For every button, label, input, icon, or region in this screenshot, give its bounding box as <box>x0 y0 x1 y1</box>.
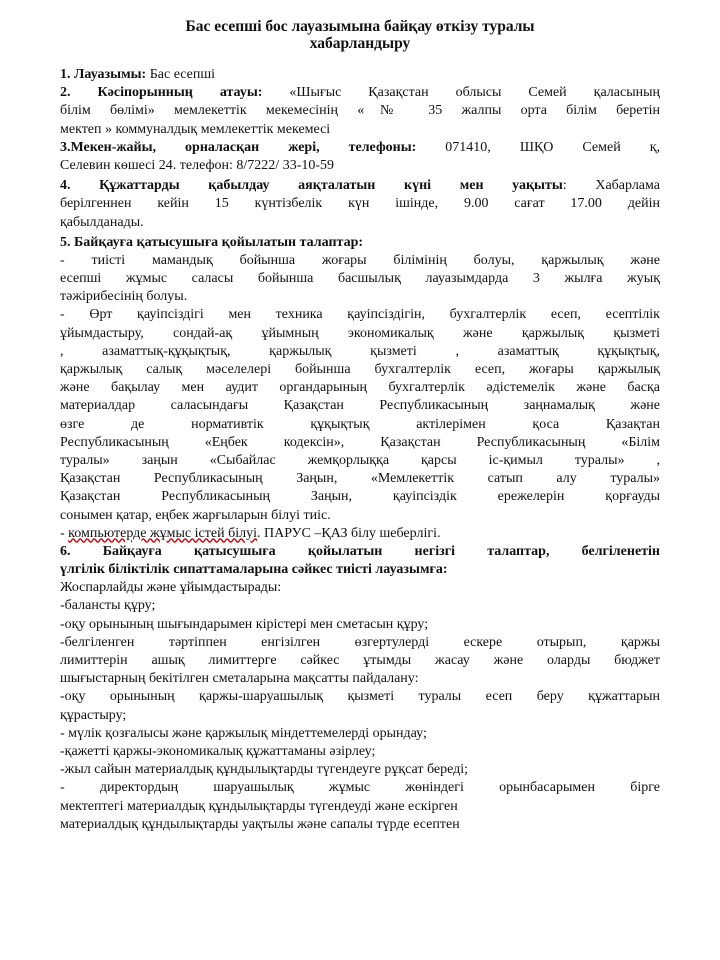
text-line: -оқу орынының қаржы-шаруашылық қызметі туралы есеп беру құжаттарын <box>60 689 660 705</box>
text-line: - директордың шаруашылық жұмыс жөніндегі орынбасарымен бірге <box>60 780 660 796</box>
text-line: мектептегі материалдық құндылықтарды түгендеуді және ескірген <box>60 798 458 814</box>
section-2-line-2: білім бөлімі» мемлекеттік мекемесінің «№ 35 жалпы орта білім беретін <box>60 103 660 119</box>
section-4-line-3: қабылданады. <box>60 214 144 230</box>
section-6-label-line-1: 6. Байқауға қатысушыға қойылатын негізгі талаптар, белгіленетін <box>60 543 660 559</box>
text-line: есепші жұмыс саласы бойынша басшылық лауазымдарда 3 жылға жуық <box>60 271 660 287</box>
text-line: тәжірибесінің болуы. <box>60 289 188 305</box>
section-2-label: 2. Кәсіпорынның атауы: <box>60 85 263 101</box>
section-5-last-line: - компьютерде жұмыс істей білуі. ПАРУС –ҚАЗ білу шеберлігі. <box>60 525 441 541</box>
section-6-label-line-2: үлгілік біліктілік сипаттамаларына сәйкес тиісті лауазымға: <box>60 562 448 578</box>
section-4-label: 4. Құжаттарды қабылдау аяқталатын күні мен уақыты <box>60 178 563 194</box>
text-line: -белгіленген тәртіппен енгізілген өзгертулерді ескере отырып, қаржы <box>60 634 660 650</box>
text-line: материалдық құндылықтарды уақтылы және сапалы түрде есептен <box>60 816 460 832</box>
document-title <box>60 18 660 52</box>
text-line: Қазақстан Республикасының Заңын, қауіпсіздік ережелерін қорғауды <box>60 489 660 505</box>
text-line: -қажетті қаржы-экономикалық құжаттаманы әзірлеу; <box>60 743 376 759</box>
section-2 <box>60 84 660 139</box>
text-line: материалдар саласындағы Қазақстан Республикасының заңнамалық және <box>60 398 660 414</box>
text-line: -оқу орынының шығындарымен кірістері мен сметасын құру; <box>60 616 429 632</box>
text-line: Жоспарлайды және ұйымдастырады: <box>60 580 282 596</box>
document-body <box>60 66 660 834</box>
section-2-line-3: мектеп » коммуналдық мемлекеттік мекемесі <box>60 121 331 137</box>
section-5-label: 5. Байқауға қатысушыға қойылатын талаптар: <box>60 234 364 250</box>
section-1-text: Бас есепші <box>146 67 216 82</box>
text-line: туралы» заңын «Сыбайлас жемқорлыққа қарсы іс-қимыл туралы» , <box>60 452 660 468</box>
section-1-label: 1. Лауазымы: <box>60 67 147 82</box>
section-4-line-1: : Хабарлама <box>562 178 660 194</box>
text-line: шығыстарның бекітілген сметаларына мақсатты пайдалану: <box>60 671 419 687</box>
section-3-line-2: Селевин көшесі 24. телефон: 8/7222/ 33-10-59 <box>60 157 335 173</box>
section-3-line-1: 071410, ШҚО Семей қ, <box>416 139 660 155</box>
text-line: Қазақстан Республикасының Заңын, «Мемлекеттік сатып алу туралы» <box>60 471 660 487</box>
text-line: -жыл сайын материалдық құндылықтарды түгендеуге рұқсат береді; <box>60 762 469 778</box>
section-5 <box>60 234 660 543</box>
section-4 <box>60 177 660 232</box>
section-6 <box>60 543 660 834</box>
misspelled-phrase: компьютерде жұмыс істей білуі <box>68 525 257 541</box>
text-line: өзге де нормативтік құқықтық актілерімен қоса Қазақтан <box>60 416 660 432</box>
title-line-1: Бас есепші бос лауазымына байқау өткізу туралы <box>185 18 535 35</box>
text-line: ұйымдастыру, сондай-ақ ұйымның экономикалық және қаржылық қызметі <box>60 325 660 341</box>
section-5-lines <box>60 252 660 525</box>
text-line: және бақылау мен аудит органдарының бухгалтерлік әдістемелік және басқа <box>60 380 660 396</box>
section-2-line-1: «Шығыс Қазақстан облысы Семей қаласының <box>262 85 660 101</box>
text-line: , азаматтық-құқықтық, қаржылық қызметі , азаматтық құқықтық, <box>60 343 660 359</box>
section-3-label: 3.Мекен-жайы, орналасқан жері, телефоны: <box>60 139 417 155</box>
section-1 <box>60 66 660 84</box>
section-3 <box>60 139 660 175</box>
text-line: сонымен қатар, еңбек жарғыларын білуі тиіс. <box>60 507 331 523</box>
text-line: - Өрт қауіпсіздігі мен техника қауіпсіздігін, бухгалтерлік есеп, есептілік <box>60 307 660 323</box>
text-line: - тиісті мамандық бойынша жоғары білімінің болуы, қаржылық және <box>60 252 660 268</box>
text-line: Республикасының «Еңбек кодексін», Қазақстан Республикасының «Білім <box>60 434 660 450</box>
title-line-2: хабарландыру <box>309 35 411 52</box>
text-line: - мүлік қозғалысы және қаржылық міндеттемелерді орындау; <box>60 725 427 741</box>
text-line: лимиттерін ашық лимиттерге сәйкес ұтымды жасау және оларды бюджет <box>60 653 660 668</box>
section-4-line-2: берілгеннен кейін 15 күнтізбелік күн ішінде, 9.00 сағат 17.00 дейін <box>60 196 660 212</box>
text-line: -балансты құру; <box>60 598 156 614</box>
text-line: қаржылық салық мәселелері бойынша бухгалтерлік есеп, жоғары қаржылық <box>60 362 660 377</box>
text-line: құрастыру; <box>60 707 127 723</box>
section-6-lines <box>60 579 660 834</box>
